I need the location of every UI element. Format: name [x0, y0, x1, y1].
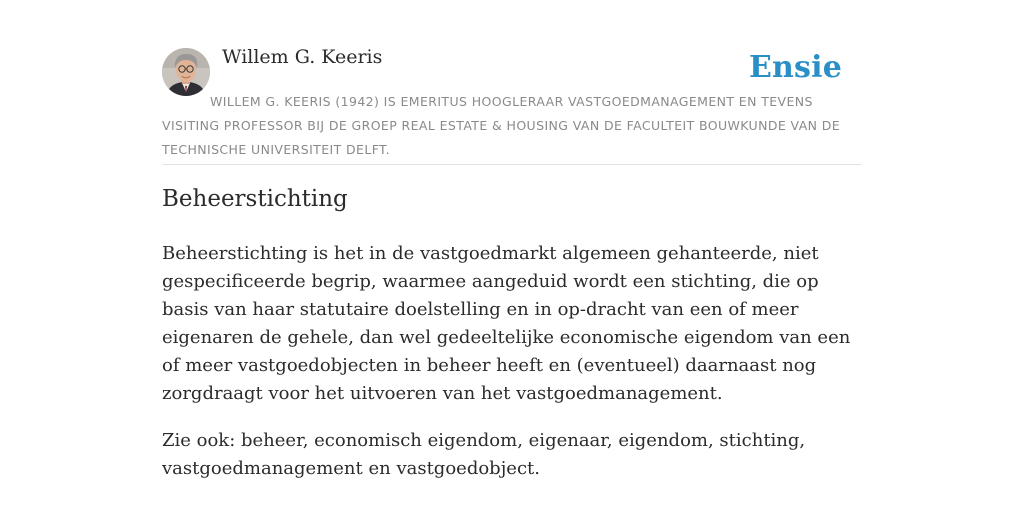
- author-bio: WILLEM G. KEERIS (1942) IS EMERITUS HOOGLERAAR VASTGOEDMANAGEMENT EN TEVENS VISITING PROFESSOR BIJ DE GROEP REAL ESTATE & HOUSING VAN DE FACULTEIT BOUWKUNDE VAN DE TECHNISCHE UNIVERSITEIT DELFT.: [162, 94, 841, 157]
- entry-body: [162, 240, 862, 483]
- author-header: [162, 44, 862, 165]
- author-avatar[interactable]: [162, 48, 210, 96]
- brand-logo[interactable]: Ensie: [748, 50, 842, 85]
- article: [162, 44, 862, 479]
- author-portrait-image: [162, 48, 210, 96]
- entry-title: Beheerstichting: [162, 186, 348, 212]
- entry-definition: Beheerstichting is het in de vastgoedmarkt algemeen gehanteerde, niet gespecificeerde begrip, waarmee aangeduid wordt een stichting, die op basis van haar statutaire doelstelling en in op-dracht van een of meer eigenaren de gehele, dan wel gedeeltelijke economische eigendom van een of meer vastgoedobjecten in beheer heeft en (eventueel) daarnaast nog zorgdraagt voor het uitvoeren van het vastgoedmanagement.: [162, 243, 851, 404]
- author-name[interactable]: Willem G. Keeris: [222, 46, 383, 68]
- entry-see-also: Zie ook: beheer, economisch eigendom, eigenaar, eigendom, stichting, vastgoedmanagement en vastgoedobject.: [162, 430, 806, 479]
